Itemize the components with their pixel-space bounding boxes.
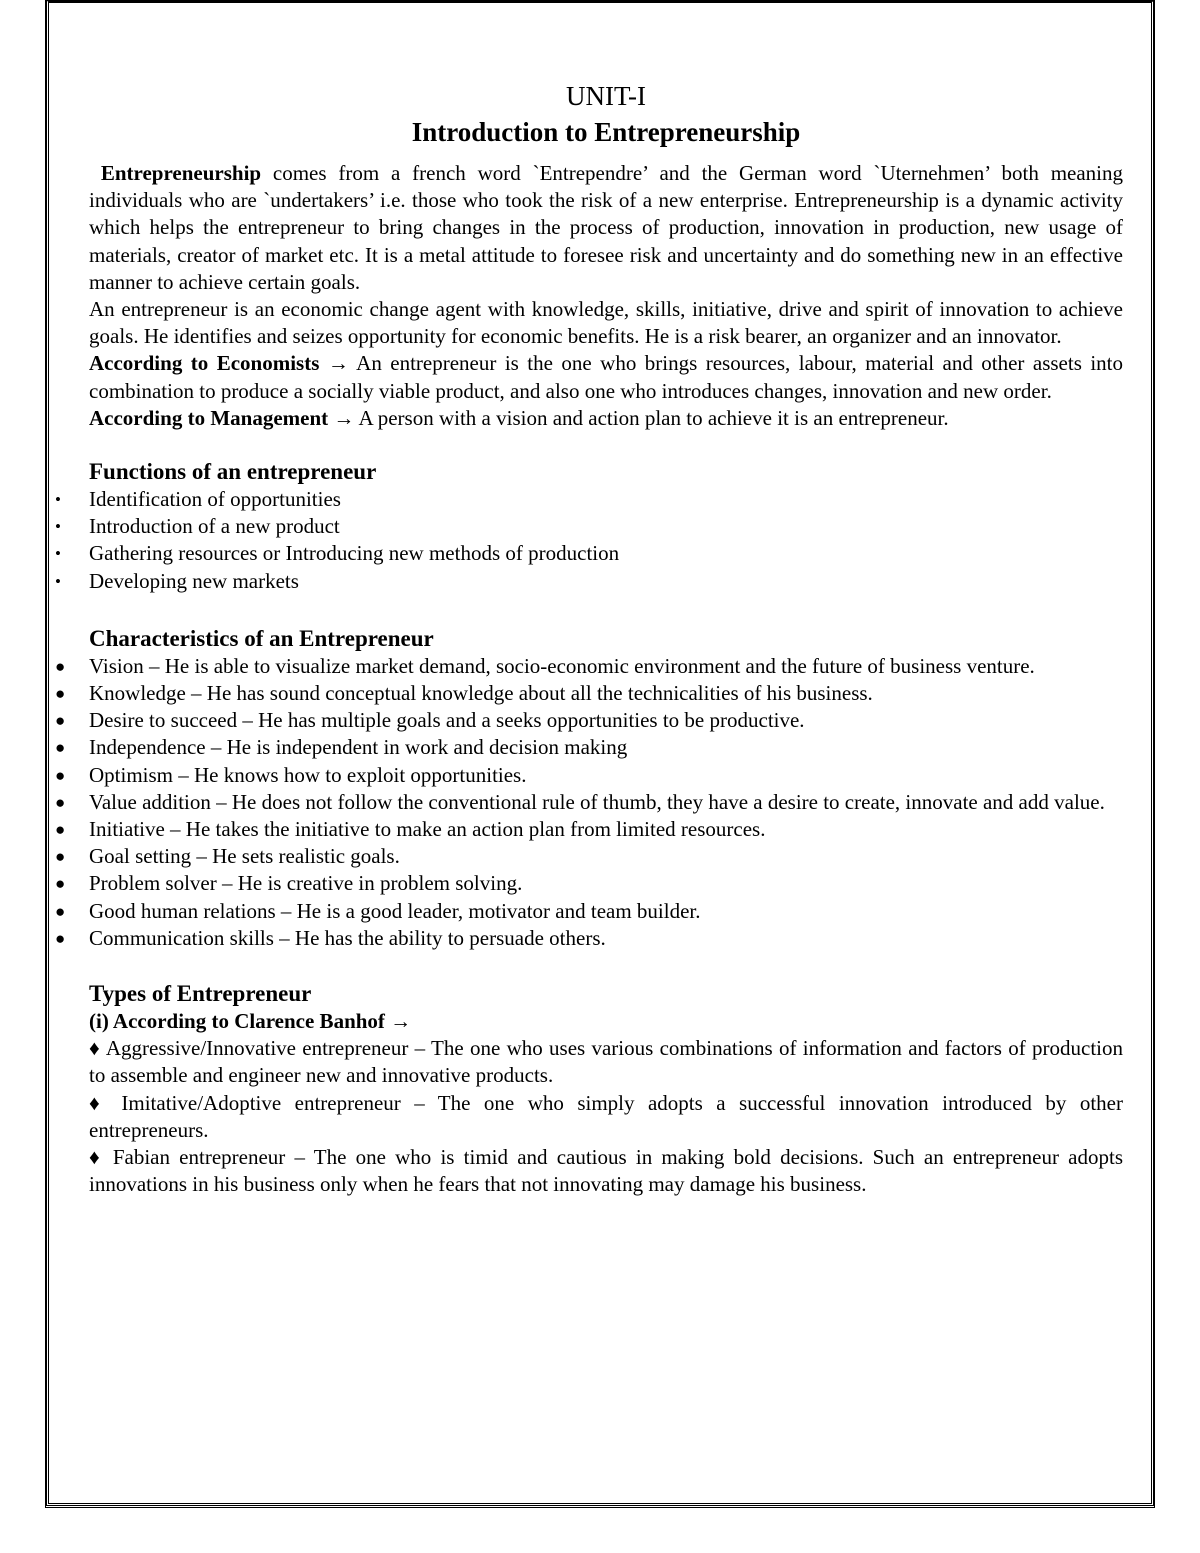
bullet-icon: ●: [55, 847, 66, 867]
bullet-icon: ●: [55, 874, 66, 894]
list-item-text: Introduction of a new product: [89, 514, 340, 539]
type-item-aggressive: ♦ Aggressive/Innovative entrepreneur – The one who uses various combinations of information and factors of production to assemble and engineer new and innovative products.: [89, 1036, 1123, 1088]
intro-paragraph-text: comes from a french word `Entrependre’ and the German word `Uternehmen’ both meaning individuals who are `undertakers’ i.e. those who took the risk of a new enterprise. Entrepreneurship is a dynamic activity which helps the entrepreneur to bring changes in the process of production, innovation in production, new usage of materials, creator of market etc. It is a metal attitude to foresee risk and uncertainty and do something new in an effective manner to achieve certain goals.: [89, 161, 1124, 294]
list-item-text: Identification of opportunities: [89, 487, 341, 512]
list-item-text: Problem solver – He is creative in problem solving.: [89, 871, 523, 896]
management-text: → A person with a vision and action plan to achieve it is an entrepreneur.: [328, 405, 949, 430]
list-item: [55, 568, 1123, 595]
types-heading: Types of Entrepreneur: [89, 981, 312, 1007]
page-title: Introduction to Entrepreneurship: [411, 117, 801, 147]
economists-text: → An entrepreneur is the one who brings resources, labour, material and other assets into combination to produce a socially viable product, and also one who introduces changes, innovation and new order.: [89, 351, 1123, 403]
list-item-text: Optimism – He knows how to exploit opportunities.: [89, 762, 527, 787]
list-item: [55, 486, 1123, 513]
list-item: [55, 513, 1123, 540]
bullet-icon: ●: [55, 928, 66, 948]
list-item: [55, 734, 1123, 761]
list-item-text: Value addition – He does not follow the conventional rule of thumb, they have a desire to create, innovate and add value.: [89, 789, 1105, 814]
type-item-fabian: ♦ Fabian entrepreneur – The one who is timid and cautious in making bold decisions. Such an entrepreneur adopts innovations in his business only when he fears that not innovating may damage his business.: [89, 1145, 1123, 1197]
list-item: [55, 789, 1123, 816]
list-item-text: Goal setting – He sets realistic goals.: [89, 844, 400, 869]
intro-lead-term: Entrepreneurship: [100, 161, 262, 185]
list-item: [55, 653, 1123, 680]
list-item: [55, 540, 1123, 567]
list-item-text: Desire to succeed – He has multiple goals and a seeks opportunities to be productive.: [89, 708, 805, 733]
management-label: According to Management: [89, 405, 329, 430]
list-item-text: Developing new markets: [89, 568, 299, 593]
list-item-text: Knowledge – He has sound conceptual knowledge about all the technicalities of his business.: [89, 681, 873, 706]
bullet-icon: ●: [55, 901, 66, 921]
list-item-text: Good human relations – He is a good leader, motivator and team builder.: [89, 898, 701, 923]
bullet-icon: ●: [55, 792, 66, 812]
list-item: [55, 816, 1123, 843]
bullet-icon: ●: [55, 820, 66, 840]
list-item-text: Initiative – He takes the initiative to make an action plan from limited resources.: [89, 817, 766, 842]
bullet-icon: •: [55, 571, 61, 591]
unit-label: UNIT-I: [566, 81, 646, 111]
functions-list: [55, 486, 1123, 595]
list-item: [55, 707, 1123, 734]
bullet-icon: ●: [55, 765, 66, 785]
economists-definition: [89, 350, 1123, 404]
intro-paragraph: [89, 160, 1123, 296]
management-definition: [89, 405, 1123, 432]
list-item: [55, 898, 1123, 925]
type-item-imitative: ♦ Imitative/Adoptive entrepreneur – The one who simply adopts a successful innovation introduced by other entrepreneurs.: [89, 1090, 1123, 1142]
bullet-icon: ●: [55, 684, 66, 704]
bullet-icon: •: [55, 517, 61, 537]
list-item: [55, 925, 1123, 952]
list-item-text: Independence – He is independent in work and decision making: [89, 735, 628, 760]
list-item: [55, 870, 1123, 897]
list-item-text: Gathering resources or Introducing new methods of production: [89, 541, 620, 566]
bullet-icon: •: [55, 490, 61, 510]
bullet-icon: ●: [55, 738, 66, 758]
entrepreneur-definition: An entrepreneur is an economic change agent with knowledge, skills, initiative, drive and spirit of innovation to achieve goals. He identifies and seizes opportunity for economic benefits. He is a risk bearer, an organizer and an innovator.: [89, 297, 1123, 349]
types-subheading: (i) According to Clarence Banhof →: [89, 1009, 412, 1034]
list-item-text: Communication skills – He has the ability to persuade others.: [89, 925, 606, 950]
bullet-icon: ●: [55, 711, 66, 731]
functions-heading: Functions of an entrepreneur: [89, 459, 377, 485]
list-item: [55, 762, 1123, 789]
list-item: [55, 680, 1123, 707]
bullet-icon: ●: [55, 656, 66, 676]
document-content: [55, 78, 1124, 1199]
characteristics-list: [55, 653, 1123, 952]
bullet-icon: •: [55, 544, 61, 564]
characteristics-heading: Characteristics of an Entrepreneur: [89, 625, 434, 651]
economists-label: According to Economists: [89, 351, 320, 376]
list-item-text: Vision – He is able to visualize market demand, socio-economic environment and the future of business venture.: [89, 653, 1035, 678]
list-item: [55, 843, 1123, 870]
